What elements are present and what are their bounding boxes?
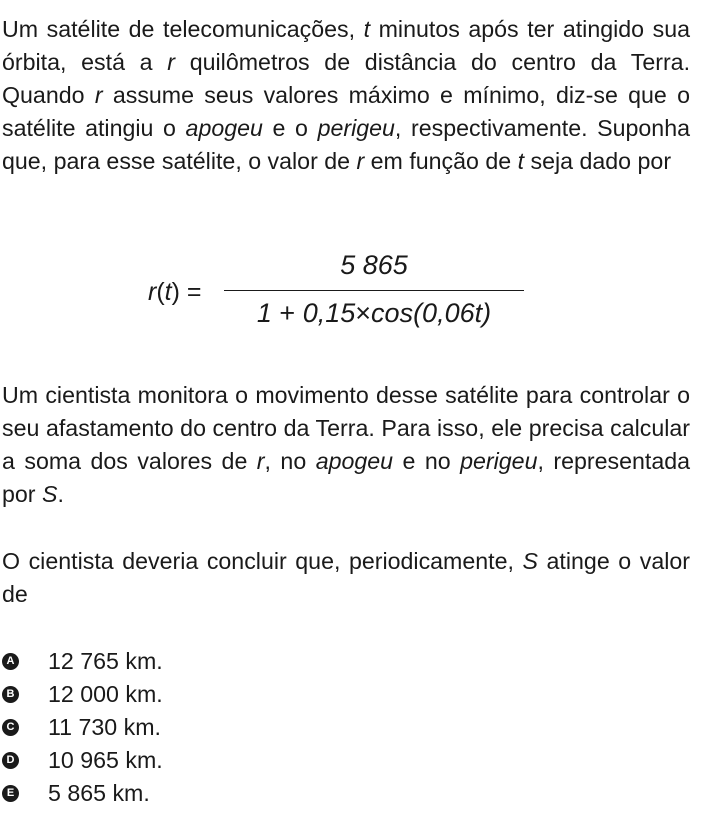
variable-r: r xyxy=(356,148,365,174)
variable-s: S xyxy=(522,548,538,574)
para-text: , no xyxy=(264,448,316,474)
formula-paren: ( xyxy=(156,278,165,306)
intro-text: minutos após ter atingido sua órbita, está a xyxy=(2,16,690,75)
option-letter-badge: B xyxy=(2,686,19,703)
formula-times: × xyxy=(355,298,372,328)
formula-plus: + xyxy=(271,298,303,328)
term-perigeu: perigeu xyxy=(317,115,395,141)
question-stem xyxy=(2,545,690,611)
option-text: 5 865 km. xyxy=(48,780,150,806)
variable-s: S xyxy=(41,481,58,507)
formula-equals: ) = xyxy=(171,278,202,306)
monitoring-paragraph xyxy=(2,379,690,511)
formula-cosine: cos(0,06t) xyxy=(371,298,492,328)
formula-r: r xyxy=(148,278,157,306)
option-b[interactable] xyxy=(0,678,163,711)
variable-t: t xyxy=(363,16,371,42)
question-text: atinge o valor de xyxy=(2,548,690,607)
para-text: . xyxy=(57,481,64,507)
intro-text: assume seus valores máximo e mínimo, diz-se que o satélite atingiu o xyxy=(2,82,690,141)
option-e[interactable] xyxy=(0,777,163,810)
formula-one: 1 xyxy=(256,298,272,328)
option-text: 12 000 km. xyxy=(48,681,163,707)
variable-r: r xyxy=(94,82,103,108)
intro-text: e o xyxy=(262,115,318,141)
option-letter-badge: E xyxy=(2,785,19,802)
formula-t: t xyxy=(164,278,172,306)
formula-coefficient: 0,15 xyxy=(302,298,356,328)
fraction-bar xyxy=(224,290,524,291)
option-letter-badge: C xyxy=(2,719,19,736)
orbit-formula xyxy=(0,248,710,338)
term-perigeu: perigeu xyxy=(460,448,538,474)
formula-numerator: 5 865 xyxy=(340,250,408,280)
option-text: 10 965 km. xyxy=(48,747,163,773)
variable-t: t xyxy=(517,148,525,174)
formula-lhs xyxy=(148,278,201,307)
term-apogeu: apogeu xyxy=(185,115,263,141)
intro-text: em função de xyxy=(364,148,518,174)
term-apogeu: apogeu xyxy=(315,448,394,474)
variable-r: r xyxy=(167,49,176,75)
option-text: 11 730 km. xyxy=(48,714,161,740)
option-letter-badge: A xyxy=(2,653,19,670)
option-d[interactable] xyxy=(0,744,163,777)
option-text: 12 765 km. xyxy=(48,648,163,674)
question-text: O cientista deveria concluir que, periodicamente, xyxy=(2,548,523,574)
para-text: e no xyxy=(393,448,461,474)
intro-paragraph xyxy=(2,13,690,178)
formula-denominator xyxy=(224,298,524,329)
variable-r: r xyxy=(256,448,265,474)
option-a[interactable] xyxy=(0,645,163,678)
answer-options xyxy=(0,645,163,810)
intro-text: seja dado por xyxy=(524,148,672,174)
para-text: , representada por xyxy=(2,448,691,507)
intro-text: , respectivamente. Suponha que, para esse satélite, o valor de xyxy=(2,115,690,174)
intro-text: Um satélite de telecomunicações, xyxy=(2,16,364,42)
para-text: Um cientista monitora o movimento desse satélite para controlar o seu afastamento do centro da Terra. Para isso, ele precisa calcular a soma dos valores de xyxy=(2,382,690,474)
option-letter-badge: D xyxy=(2,752,19,769)
intro-text: quilômetros de distância do centro da Terra. Quando xyxy=(2,49,691,108)
option-c[interactable] xyxy=(0,711,163,744)
